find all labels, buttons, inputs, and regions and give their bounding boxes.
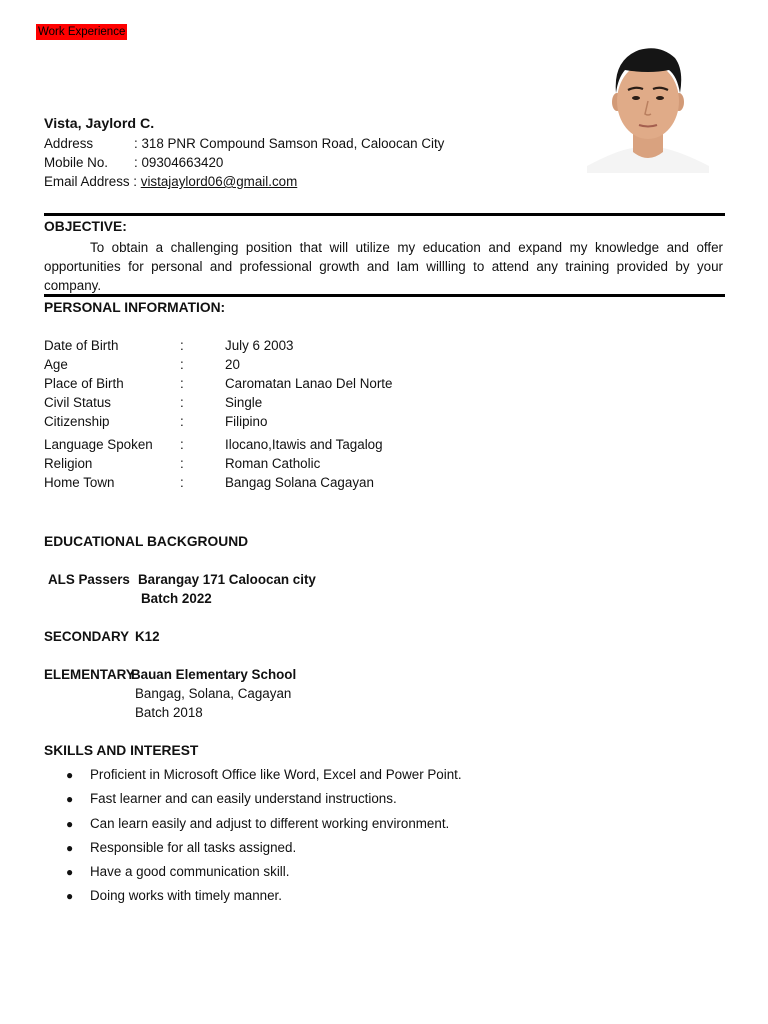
info-row bbox=[44, 473, 644, 492]
elementary-school: Bauan Elementary School bbox=[131, 667, 297, 682]
skill-text: Can learn easily and adjust to different working environment. bbox=[90, 816, 450, 831]
profile-photo bbox=[587, 38, 709, 173]
bullet-icon: ● bbox=[66, 768, 74, 782]
info-separator: : bbox=[180, 414, 184, 429]
info-separator: : bbox=[180, 475, 184, 490]
objective-text: To obtain a challenging position that will utilize my education and expand my knowledge and offer opportunities for personal and professional growth and Iam willling to attend any training provided by your company. bbox=[44, 240, 723, 293]
elementary-label: ELEMENTARY bbox=[44, 667, 135, 682]
bullet-icon: ● bbox=[66, 817, 74, 831]
secondary-value: K12 bbox=[135, 629, 160, 644]
elementary-address: Bangag, Solana, Cagayan bbox=[135, 686, 292, 701]
skill-text: Doing works with timely manner. bbox=[90, 888, 282, 903]
info-separator: : bbox=[180, 376, 184, 391]
info-row bbox=[44, 336, 644, 355]
skill-text: Proficient in Microsoft Office like Word, Excel and Power Point. bbox=[90, 767, 462, 782]
info-row bbox=[44, 454, 644, 473]
secondary-label: SECONDARY bbox=[44, 629, 130, 644]
email-line bbox=[44, 172, 297, 191]
skill-text: Have a good communication skill. bbox=[90, 864, 290, 879]
bullet-icon: ● bbox=[66, 865, 74, 879]
info-separator: : bbox=[180, 395, 184, 410]
info-label: Religion bbox=[44, 456, 93, 471]
als-label: ALS Passers bbox=[48, 572, 130, 587]
info-row bbox=[44, 374, 644, 393]
info-separator: : bbox=[180, 456, 184, 471]
skills-title: SKILLS AND INTEREST bbox=[44, 743, 199, 758]
info-label: Civil Status bbox=[44, 395, 111, 410]
email-label: Email Address : bbox=[44, 174, 138, 189]
skill-text: Responsible for all tasks assigned. bbox=[90, 840, 297, 855]
info-value: Caromatan Lanao Del Norte bbox=[225, 376, 393, 391]
info-row bbox=[44, 355, 644, 374]
skill-text: Fast learner and can easily understand instructions. bbox=[90, 791, 397, 806]
work-experience-tag: Work Experience bbox=[38, 26, 126, 38]
address-line bbox=[44, 134, 444, 153]
address-value: : 318 PNR Compound Samson Road, Caloocan City bbox=[134, 136, 445, 151]
mobile-value: : 09304663420 bbox=[134, 155, 224, 170]
section-divider bbox=[44, 294, 725, 297]
info-separator: : bbox=[180, 338, 184, 353]
bullet-icon: ● bbox=[66, 841, 74, 855]
info-value: July 6 2003 bbox=[225, 338, 294, 353]
bullet-icon: ● bbox=[66, 792, 74, 806]
info-label: Place of Birth bbox=[44, 376, 124, 391]
email-link[interactable]: vistajaylord06@gmail.com bbox=[140, 174, 298, 189]
info-value: Roman Catholic bbox=[225, 456, 321, 471]
info-value: Single bbox=[225, 395, 263, 410]
info-value: 20 bbox=[225, 357, 240, 372]
objective-title: OBJECTIVE: bbox=[44, 219, 127, 234]
elementary-batch: Batch 2018 bbox=[135, 705, 203, 720]
mobile-label: Mobile No. bbox=[44, 155, 109, 170]
info-value: Ilocano,Itawis and Tagalog bbox=[225, 437, 383, 452]
section-divider bbox=[44, 213, 725, 216]
info-value: Bangag Solana Cagayan bbox=[225, 475, 374, 490]
info-label: Date of Birth bbox=[44, 338, 119, 353]
info-value: Filipino bbox=[225, 414, 268, 429]
info-label: Home Town bbox=[44, 475, 115, 490]
info-row bbox=[44, 412, 644, 431]
applicant-name: Vista, Jaylord C. bbox=[44, 116, 155, 132]
info-label: Language Spoken bbox=[44, 437, 153, 452]
education-title: EDUCATIONAL BACKGROUND bbox=[44, 534, 249, 549]
info-separator: : bbox=[180, 437, 184, 452]
mobile-line bbox=[44, 153, 223, 172]
info-row bbox=[44, 435, 644, 454]
address-label: Address bbox=[44, 136, 94, 151]
bullet-icon: ● bbox=[66, 889, 74, 903]
info-label: Age bbox=[44, 357, 68, 372]
als-school: Barangay 171 Caloocan city bbox=[138, 572, 316, 587]
info-separator: : bbox=[180, 357, 184, 372]
info-row bbox=[44, 393, 644, 412]
als-batch: Batch 2022 bbox=[141, 591, 212, 606]
personal-info-title: PERSONAL INFORMATION: bbox=[44, 300, 226, 315]
info-label: Citizenship bbox=[44, 414, 110, 429]
